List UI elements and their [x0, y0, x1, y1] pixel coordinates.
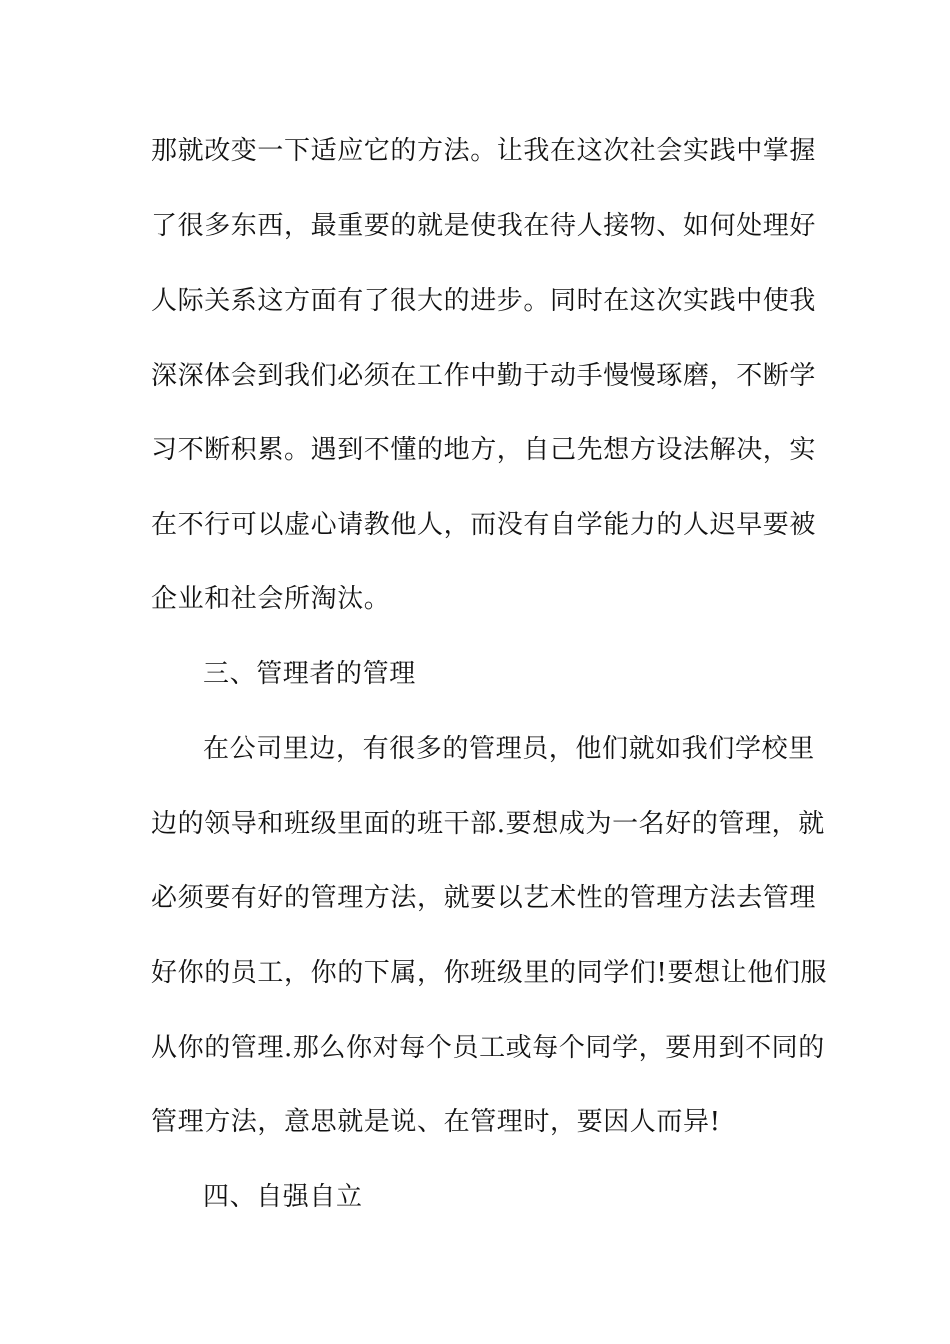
- paragraph-line: 管理方法，意思就是说、在管理时，要因人而异!: [151, 1107, 721, 1137]
- paragraph-line: 从你的管理.那么你对每个员工或每个同学，要用到不同的: [151, 1033, 825, 1063]
- paragraph-line: 那就改变一下适应它的方法。让我在这次社会实践中掌握: [151, 136, 817, 166]
- paragraph-line: 必须要有好的管理方法，就要以艺术性的管理方法去管理: [151, 883, 817, 913]
- paragraph-line: 边的领导和班级里面的班干部.要想成为一名好的管理，就: [151, 809, 825, 839]
- paragraph-line: 人际关系这方面有了很大的进步。同时在这次实践中使我: [151, 286, 817, 316]
- paragraph-line: 深深体会到我们必须在工作中勤于动手慢慢琢磨，不断学: [151, 361, 817, 391]
- section-heading: 三、管理者的管理: [203, 659, 416, 689]
- paragraph-line: 在公司里边，有很多的管理员，他们就如我们学校里: [203, 734, 815, 764]
- paragraph-line: 习不断积累。遇到不懂的地方，自己先想方设法解决，实: [151, 435, 817, 465]
- section-heading: 四、自强自立: [203, 1182, 363, 1212]
- paragraph-line: 了很多东西，最重要的就是使我在待人接物、如何处理好: [151, 211, 817, 241]
- paragraph-line: 在不行可以虚心请教他人，而没有自学能力的人迟早要被: [151, 510, 817, 540]
- paragraph-line: 企业和社会所淘汰。: [151, 584, 391, 614]
- paragraph-line: 好你的员工，你的下属，你班级里的同学们!要想让他们服: [151, 958, 828, 988]
